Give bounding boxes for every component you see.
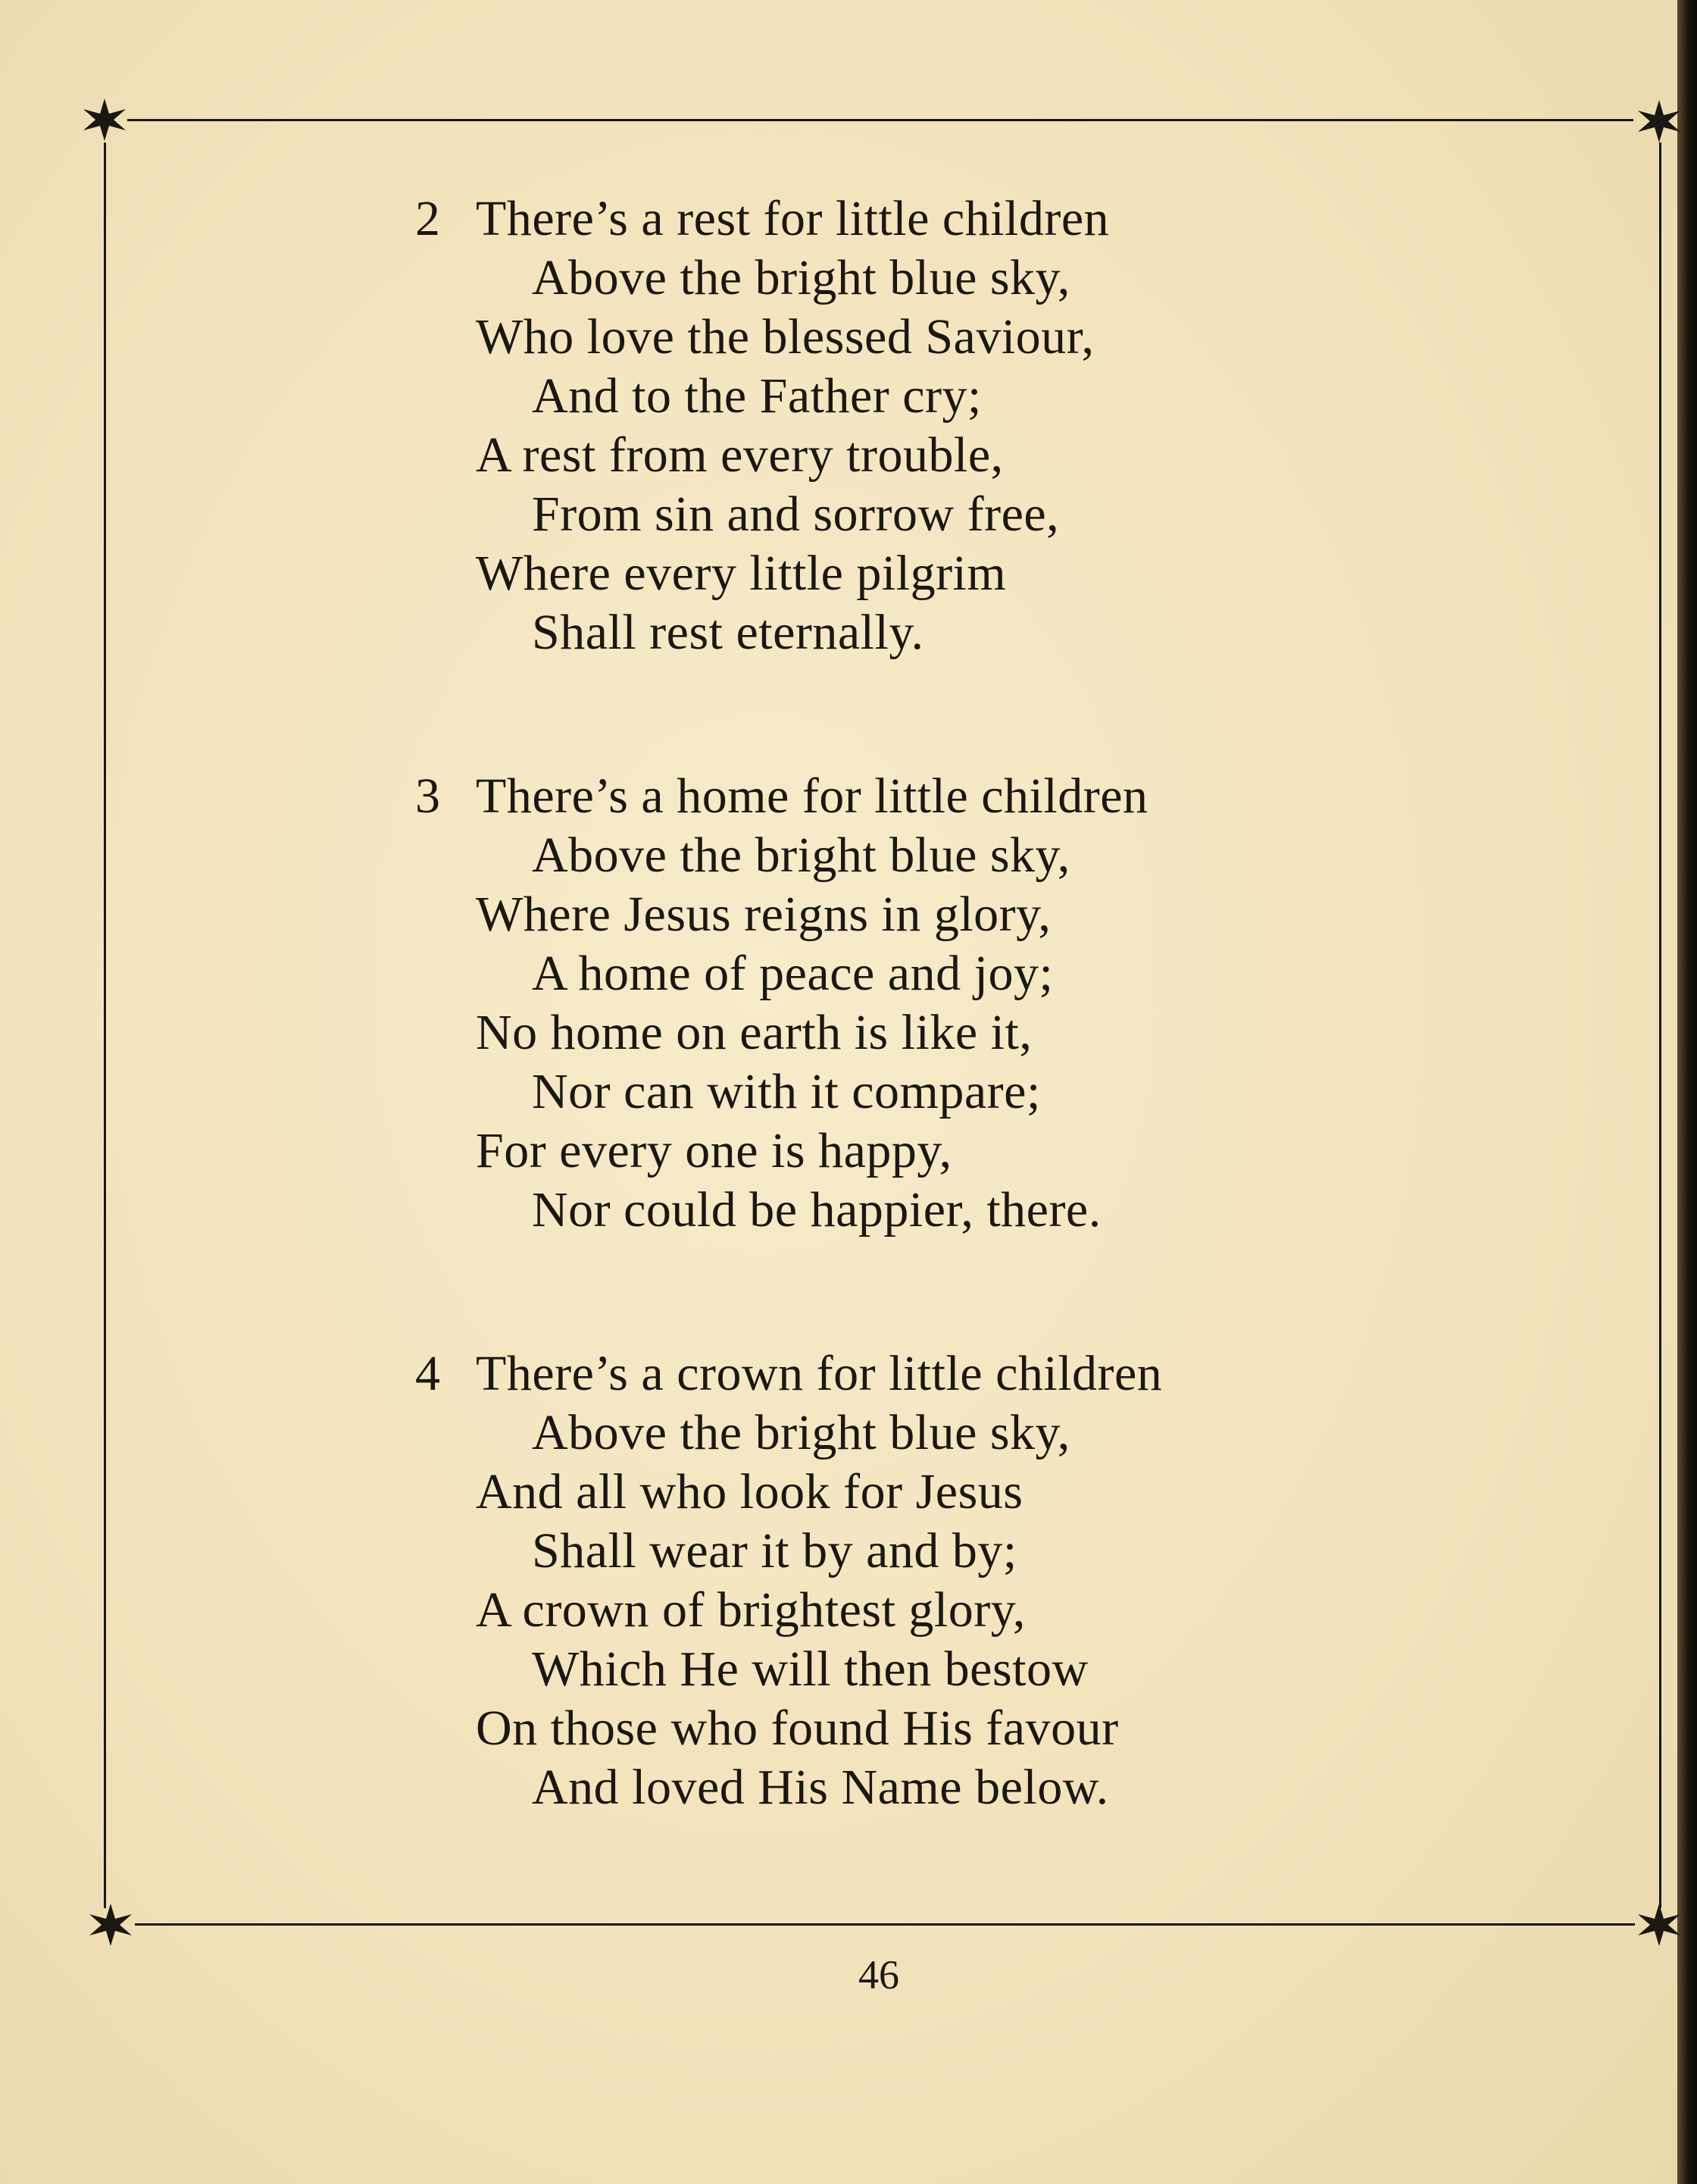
verse-line: Above the bright blue sky, xyxy=(532,828,1070,883)
verse-line: There’s a rest for little children xyxy=(476,191,1110,246)
verse-line: On those who found His favour xyxy=(476,1701,1119,1756)
verse-line: Shall rest eternally. xyxy=(532,605,924,660)
verse-line: And all who look for Jesus xyxy=(476,1464,1024,1519)
verse-line: Who love the blessed Saviour, xyxy=(476,309,1095,365)
bottom-border-rule xyxy=(135,1923,1635,1926)
verse-line: Above the bright blue sky, xyxy=(532,250,1070,305)
verse-line: Where Jesus reigns in glory, xyxy=(476,887,1052,942)
verse-number: 4 xyxy=(415,1346,440,1401)
page-edge-shadow xyxy=(1677,0,1697,2184)
top-border-rule xyxy=(127,119,1633,121)
verse-line: Shall wear it by and by; xyxy=(532,1523,1017,1579)
verse-line: And to the Father cry; xyxy=(532,368,982,424)
verse-line: Nor can with it compare; xyxy=(532,1064,1041,1119)
page-number: 46 xyxy=(858,1952,899,1998)
verse-line: There’s a crown for little children xyxy=(476,1346,1163,1401)
verse-line: Which He will then bestow xyxy=(532,1641,1089,1697)
maltese-cross-icon xyxy=(80,95,129,144)
verse-number: 2 xyxy=(415,191,440,246)
maltese-cross-icon xyxy=(86,1901,135,1949)
maltese-cross-icon xyxy=(1635,97,1683,145)
verse-line: And loved His Name below. xyxy=(532,1760,1109,1815)
verse-line: Where every little pilgrim xyxy=(476,546,1007,601)
left-border-rule xyxy=(104,142,106,1908)
maltese-cross-icon xyxy=(1635,1901,1683,1949)
verse-line: A crown of brightest glory, xyxy=(476,1582,1026,1638)
verse-number: 3 xyxy=(415,768,440,824)
verse-line: No home on earth is like it, xyxy=(476,1005,1033,1060)
verse-line: Nor could be happier, there. xyxy=(532,1182,1102,1237)
verse-line: From sin and sorrow free, xyxy=(532,487,1060,542)
verse-line: There’s a home for little children xyxy=(476,768,1149,824)
verse-line: Above the bright blue sky, xyxy=(532,1405,1070,1460)
verse-line: For every one is happy, xyxy=(476,1123,952,1178)
right-border-rule xyxy=(1659,142,1661,1908)
verse-line: A home of peace and joy; xyxy=(532,946,1054,1001)
verse-line: A rest from every trouble, xyxy=(476,427,1004,483)
